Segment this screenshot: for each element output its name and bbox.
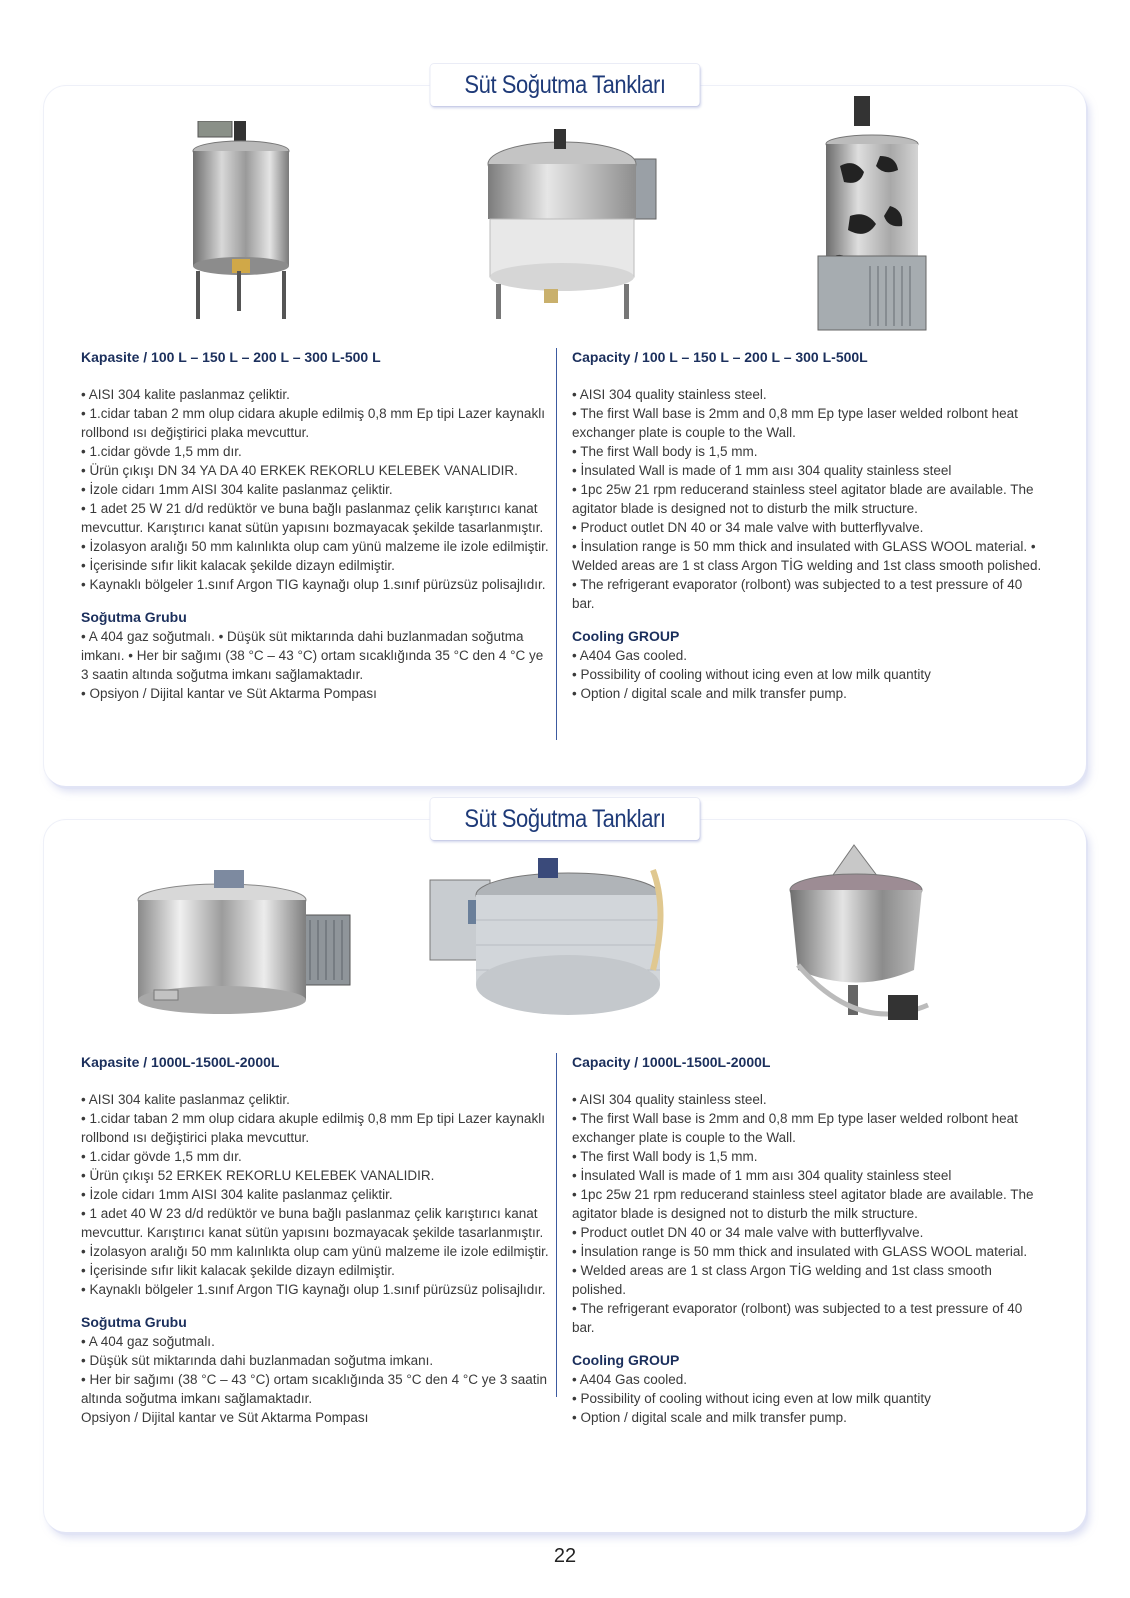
page-number: 22 xyxy=(553,1545,577,1567)
spec-line: • 1.cidar taban 2 mm olup cidara akuple edilmiş 0,8 mm Ep tipi Lazer kaynaklı rollbond ısı değiştirici plaka mevcuttur. xyxy=(81,1111,545,1145)
cow-pattern-tank-image xyxy=(810,96,930,336)
spec-line: • İzole cidarı 1mm AISI 304 kalite paslanmaz çeliktir. xyxy=(81,1187,393,1202)
spec-line: • 1.cidar gövde 1,5 mm dır. xyxy=(81,444,242,459)
product-panel-large-tanks xyxy=(44,805,1086,1532)
product-panel-small-tanks xyxy=(44,71,1086,786)
turkish-spec-column xyxy=(81,1053,549,1427)
spec-line: • AISI 304 kalite paslanmaz çeliktir. xyxy=(81,387,290,402)
spec-line: • İzolasyon aralığı 50 mm kalınlıkta olup cam yünü malzeme ile izole edilmiştir. xyxy=(81,1244,549,1259)
spec-line: • Product outlet DN 40 or 34 male valve with butterflyvalve. xyxy=(572,1225,924,1240)
spec-line: • 1 adet 25 W 21 d/d redüktör ve buna bağlı paslanmaz çelik karıştırıcı kanat mevcuttur. Karıştırıcı kanat sütün yapısını bozmayacak şekilde tasarlanmıştır. • İzolasyon aralığı 50 mm kalınlıkta olup cam yünü malzeme ile izole edilmiştir. • İçerisinde sıfır likit kalacak şekilde dizayn edilmiştir. xyxy=(81,501,549,573)
spec-line: • AISI 304 quality stainless steel. xyxy=(572,1092,767,1107)
spec-line: • İnsulation range is 50 mm thick and insulated with GLASS WOOL material. • Welded areas are 1 st class Argon TİG welding and 1st class smooth polished. • The refrigerant evaporator (rolbont) was subjected to a test pressure of 40 bar. xyxy=(572,539,1042,611)
spec-line: • İzole cidarı 1mm AISI 304 kalite paslanmaz çeliktir. xyxy=(81,482,393,497)
english-spec-column xyxy=(572,348,1042,703)
spec-line: • 1.cidar taban 2 mm olup cidara akuple edilmiş 0,8 mm Ep tipi Lazer kaynaklı rollbond ısı değiştirici plaka mevcuttur. xyxy=(81,406,545,440)
cooling-group-heading-tr: Soğutma Grubu xyxy=(81,609,187,625)
spec-line: • 1 adet 40 W 23 d/d redüktör ve buna bağlı paslanmaz çelik karıştırıcı kanat mevcuttur. Karıştırıcı kanat sütün yapısını bozmayacak şekilde tasarlanmıştır. xyxy=(81,1206,544,1240)
cooling-line: • Option / digital scale and milk transfer pump. xyxy=(572,686,847,701)
spec-line: • Kaynaklı bölgeler 1.sınıf Argon TIG kaynağı olup 1.sınıf pürüzsüz polisajlıdır. xyxy=(81,1282,546,1297)
spec-line: • 1pc 25w 21 rpm reducerand stainless steel agitator blade are available. The agitator blade is designed not to disturb the milk structure. xyxy=(572,482,1034,516)
section-title: Süt Soğutma Tankları xyxy=(430,798,699,840)
spec-line: • Welded areas are 1 st class Argon TİG welding and 1st class smooth polished. xyxy=(572,1263,992,1297)
spec-line: • Kaynaklı bölgeler 1.sınıf Argon TIG kaynağı olup 1.sınıf pürüzsüz polisajlıdır. xyxy=(81,577,546,592)
spec-line: • AISI 304 kalite paslanmaz çeliktir. xyxy=(81,1092,290,1107)
small-vertical-tank-image xyxy=(182,121,312,326)
spec-line: • The first Wall body is 1,5 mm. xyxy=(572,444,758,459)
capacity-heading-en: Capacity / 1000L-1500L-2000L xyxy=(572,1054,771,1070)
cooling-line: • A404 Gas cooled. xyxy=(572,1372,688,1387)
cooling-group-heading-tr: Soğutma Grubu xyxy=(81,1314,187,1330)
column-divider xyxy=(556,1053,557,1397)
cooling-line: • A 404 gaz soğutmalı. • Düşük süt miktarında dahi buzlanmadan soğutma imkanı. • Her bir sağımı (38 °C – 43 °C) ortam sıcaklığında 35 °C den 4 °C ye 3 saatin altında soğutma imkanı sağlamaktadır. xyxy=(81,629,544,682)
cooling-line: • Her bir sağımı (38 °C – 43 °C) ortam sıcaklığında 35 °C den 4 °C ye 3 saatin altında soğutma imkanı sağlamaktadır. xyxy=(81,1372,548,1406)
cooling-line: • Düşük süt miktarında dahi buzlanmadan soğutma imkanı. xyxy=(81,1353,434,1368)
spec-line: • Ürün çıkışı 52 ERKEK REKORLU KELEBEK VANALIDIR. xyxy=(81,1168,435,1183)
spec-line: • Ürün çıkışı DN 34 YA DA 40 ERKEK REKORLU KELEBEK VANALIDIR. xyxy=(81,463,518,478)
spec-line: • İnsulated Wall is made of 1 mm aısı 304 quality stainless steel xyxy=(572,1168,952,1183)
cooling-line: • A 404 gaz soğutmalı. xyxy=(81,1334,215,1349)
cooling-line: • Possibility of cooling without icing even at low milk quantity xyxy=(572,1391,931,1406)
spec-line: • The refrigerant evaporator (rolbont) was subjected to a test pressure of 40 bar. xyxy=(572,1301,1023,1335)
spec-line: • 1pc 25w 21 rpm reducerand stainless steel agitator blade are available. The agitator blade is designed not to disturb the milk structure. xyxy=(572,1187,1034,1221)
cooling-group-heading-en: Cooling GROUP xyxy=(572,628,680,644)
large-closed-tank-image xyxy=(134,860,354,1020)
round-open-lid-tank-image xyxy=(778,835,938,1030)
cooling-line: • A404 Gas cooled. xyxy=(572,648,688,663)
cooling-group-heading-en: Cooling GROUP xyxy=(572,1352,680,1368)
capacity-heading-tr: Kapasite / 1000L-1500L-2000L xyxy=(81,1054,280,1070)
spec-line: • AISI 304 quality stainless steel. xyxy=(572,387,767,402)
turkish-spec-column xyxy=(81,348,549,703)
large-insulated-tank-image xyxy=(428,850,668,1030)
cooling-line: Opsiyon / Dijital kantar ve Süt Aktarma Pompası xyxy=(81,1410,369,1425)
open-round-tank-image xyxy=(484,124,659,324)
cooling-line: • Opsiyon / Dijital kantar ve Süt Aktarma Pompası xyxy=(81,686,377,701)
spec-line: • İnsulation range is 50 mm thick and insulated with GLASS WOOL material. xyxy=(572,1244,1028,1259)
spec-line: • İnsulated Wall is made of 1 mm aısı 304 quality stainless steel xyxy=(572,463,952,478)
capacity-heading-en: Capacity / 100 L – 150 L – 200 L – 300 L-500L xyxy=(572,349,868,365)
section-title: Süt Soğutma Tankları xyxy=(430,64,699,106)
spec-line: • The first Wall body is 1,5 mm. xyxy=(572,1149,758,1164)
english-spec-column xyxy=(572,1053,1042,1427)
cooling-line: • Possibility of cooling without icing even at low milk quantity xyxy=(572,667,931,682)
spec-line: • The first Wall base is 2mm and 0,8 mm Ep type laser welded rolbont heat exchanger plate is couple to the Wall. xyxy=(572,1111,1018,1145)
spec-line: • Product outlet DN 40 or 34 male valve with butterflyvalve. xyxy=(572,520,924,535)
spec-line: • The first Wall base is 2mm and 0,8 mm Ep type laser welded rolbont heat exchanger plate is couple to the Wall. xyxy=(572,406,1018,440)
capacity-heading-tr: Kapasite / 100 L – 150 L – 200 L – 300 L-500 L xyxy=(81,349,381,365)
spec-line: • İçerisinde sıfır likit kalacak şekilde dizayn edilmiştir. xyxy=(81,1263,395,1278)
column-divider xyxy=(556,348,557,740)
cooling-line: • Option / digital scale and milk transfer pump. xyxy=(572,1410,847,1425)
spec-line: • 1.cidar gövde 1,5 mm dır. xyxy=(81,1149,242,1164)
